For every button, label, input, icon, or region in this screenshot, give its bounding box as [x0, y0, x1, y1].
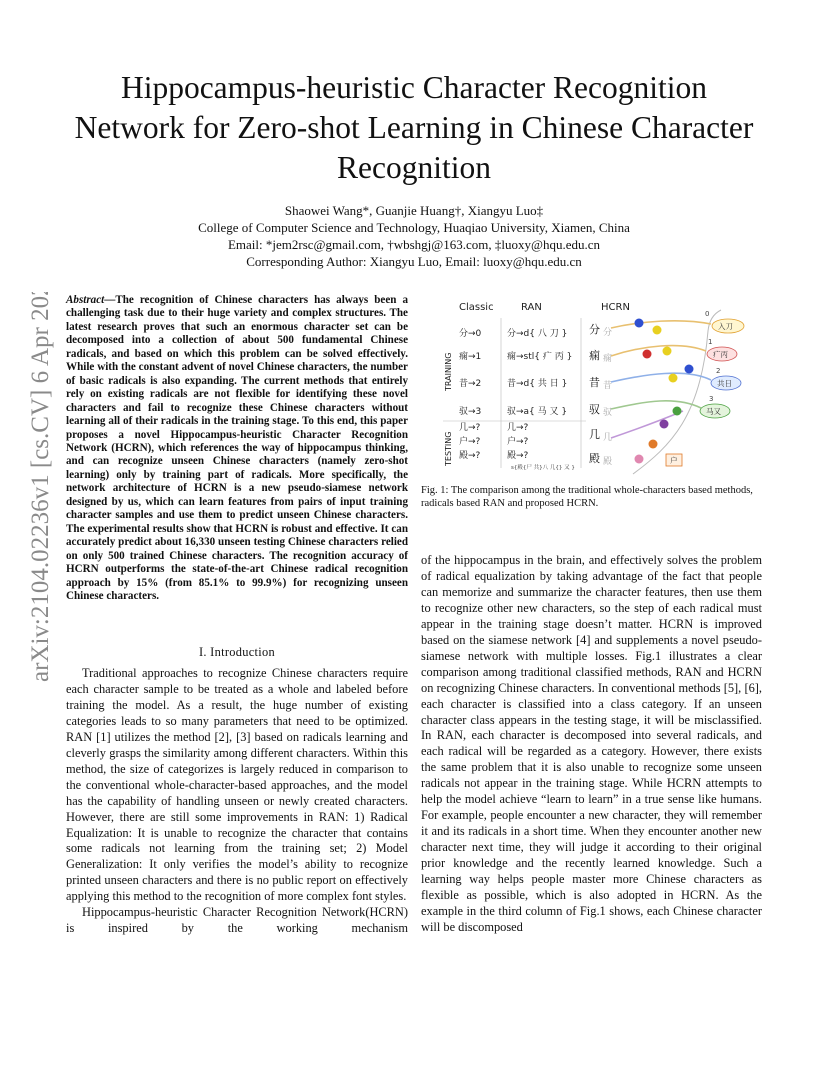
- hcrn-char: 痫: [589, 349, 600, 362]
- radical-bubble-text: 疒丙: [713, 350, 728, 359]
- hcrn-char: 殿: [589, 452, 600, 465]
- hcrn-faded-char: 殿: [603, 457, 613, 467]
- arxiv-stamp: [14, 292, 58, 682]
- ran-footnote: s{殿{尸 共}八 几{} 又 }: [511, 465, 575, 471]
- hcrn-nodes: [635, 319, 694, 464]
- ran-row: 驭→a{ 马 又 }: [507, 407, 568, 417]
- header-classic: Classic: [459, 302, 494, 313]
- header-ran: RAN: [521, 302, 542, 313]
- affiliation: College of Computer Science and Technology, Huaqiao University, Xiamen, China: [198, 220, 630, 235]
- figure-caption: Fig. 1: The comparison among the traditional whole-characters based methods, radicals based RAN and proposed HCRN.: [421, 485, 753, 509]
- abstract: [66, 294, 408, 603]
- paper-title: Hippocampus-heuristic Character Recognition Network for Zero-shot Learning in Chinese Character Recognition: [74, 70, 754, 185]
- ran-row: 痫→stl{ 疒 丙 }: [507, 352, 573, 362]
- hcrn-faded-char: 几: [603, 433, 613, 443]
- ran-row: 昔→d{ 共 日 }: [507, 379, 568, 389]
- classic-row: 户→?: [459, 437, 481, 447]
- ran-row: 分→d{ 八 刀 }: [507, 329, 568, 339]
- radical-bubble-text: 共日: [717, 379, 732, 388]
- hcrn-faded-char: 昔: [603, 381, 613, 391]
- radical-bubble-text: 入刀: [718, 322, 733, 331]
- author-emails: Email: *jem2rsc@gmail.com, †wbshgj@163.com, ‡luoxy@hqu.edu.cn: [227, 237, 601, 252]
- hcrn-faded-char: 分: [603, 328, 613, 338]
- hcrn-char: 驭: [589, 403, 600, 416]
- left-column-body: [66, 666, 408, 937]
- paragraph: Hippocampus-heuristic Character Recognition Network(HCRN) is inspired by the working mechanism: [66, 905, 408, 936]
- label-testing: TESTING: [444, 431, 453, 466]
- right-column-body: [421, 553, 762, 936]
- ran-row: 户→?: [507, 437, 529, 447]
- header-hcrn: HCRN: [601, 302, 630, 313]
- classic-row: 几→?: [459, 423, 481, 433]
- ran-row: 殿→?: [507, 451, 529, 461]
- classic-row: 分→0: [459, 329, 482, 339]
- paragraph: of the hippocampus in the brain, and effectively solves the problem of radical equalization by taking advantage of the fact that people can memorize and summarize the character features, then use them to recognize other new characters, so the step of each radical must appear in the training stage doesn’t matter. HCRN is improved based on the siamese network [4] and supplements a novel pseudo-siamese network with multiple losses. Fig.1 illustrates a clear comparison among traditional classified methods, RAN and HCRN on recognizing Chinese characters. In conventional methods [5], [6], each character is classified into a class category. If an unseen character class appears in the testing stage, it will be misclassified. In RAN, each character is decomposed into several radicals, and each radical will be regarded as a category. However, there exists the same problem that it is also unable to recognize some unseen radicals not appear in the training stage. While HCRN attempts to help the model achieve “learn to learn” in a true sense like humans. For example, people encounter a new character, they will remember it and its radicals in a short time. When they encounter another new character next time, they will judge it according to their original prior knowledge and the recently learned knowledge. Such a learning way helps people master more Chinese characters as flexible as possible, which is also adopted in HCRN. As the example in the third column of Fig.1 shows, each Chinese character will be discomposed: [421, 553, 762, 934]
- hcrn-number: 1: [708, 338, 713, 346]
- section-heading-introduction: I. Introduction: [198, 645, 276, 659]
- abstract-text: —The recognition of Chinese characters has always been a challenging task due to their huge variety and complex structures. The latest research proves that such an enormous character set can be decomposed into a collection of about 500 fundamental Chinese radicals, and based on which this problem can be solved effectively. While with the constant advent of novel Chinese characters, the number of basic radicals is also expanding. The current methods that entirely rely on existing radicals are not flexible for identifying these novel characters and fail to recognize these Chinese characters without learning all of their radicals in the training stage. To this end, this paper proposes a novel Hippocampus-heuristic Character Recognition Network (HCRN), which references the way of hippocampus thinking, and can recognize unseen Chinese characters (namely zero-shot learning) only by training part of radicals. More specifically, the network architecture of HCRN is a new pseudo-siamese network designed by us, which can learn features from pairs of input training character samples and use them to predict unseen Chinese characters. The experimental results show that HCRN is robust and effective. It can accurately predict about 16,330 unseen testing Chinese characters relied on only 500 trained Chinese characters. The recognition accuracy of HCRN outperforms the state-of-the-art Chinese radical recognition approach by 15% (from 85.1% to 99.9%) for recognizing unseen Chinese characters.: [66, 294, 408, 602]
- hcrn-number: 0: [705, 310, 710, 318]
- classic-row: 昔→2: [459, 379, 482, 389]
- author-names: Shaowei Wang*, Guanjie Huang†, Xiangyu Luo‡: [284, 203, 544, 218]
- radical-bubble-text: 马又: [706, 407, 721, 416]
- figure-1: [421, 296, 762, 476]
- abstract-lead: Abstract: [66, 294, 105, 306]
- label-training: TRAINING: [444, 352, 453, 391]
- hcrn-number: 3: [709, 395, 714, 403]
- hcrn-faded-char: 痫: [603, 354, 613, 364]
- author-block: [60, 202, 768, 270]
- hcrn-number: 2: [716, 367, 721, 375]
- radical-bubble-text: 户: [670, 456, 678, 465]
- hcrn-char: 昔: [589, 376, 600, 389]
- classic-row: 驭→3: [459, 407, 482, 417]
- hcrn-char: 几: [589, 428, 600, 441]
- corresponding-author: Corresponding Author: Xiangyu Luo, Email: luoxy@hqu.edu.cn: [246, 254, 582, 269]
- hcrn-char: 分: [589, 323, 600, 336]
- classic-row: 殿→?: [459, 451, 481, 461]
- ran-row: 几→?: [507, 423, 529, 433]
- hcrn-faded-char: 驭: [603, 408, 613, 418]
- classic-row: 痫→1: [459, 352, 482, 362]
- hcrn-memory-arc: [633, 310, 721, 474]
- arxiv-id: arXiv:2104.02236v1 [cs.CV] 6 Apr 2021: [27, 292, 54, 682]
- paragraph: Traditional approaches to recognize Chinese characters require each character sample to be treated as a whole and labeled before training the model. As a result, the huge number of existing categories leads to so many parameters that need to be optimized. RAN [1] utilizes the method [2], [3] based on radicals learning and cleverly grasps the similarity among different characters. Within this method, the size of categorizes is largely reduced in comparison to the conventional whole-character-based approaches, and the model has the capability of handling unseen or newly created characters. However, there are still some improvements in RAN: 1) Radical Equalization: It is unable to recognize the character that contains some radicals not learning from the training set; 2) Model Generalization: It only verifies the model’s ability to recognize printed unseen characters and there is no public report on effectively applying this method to the recognition of more complex font styles.: [66, 666, 408, 904]
